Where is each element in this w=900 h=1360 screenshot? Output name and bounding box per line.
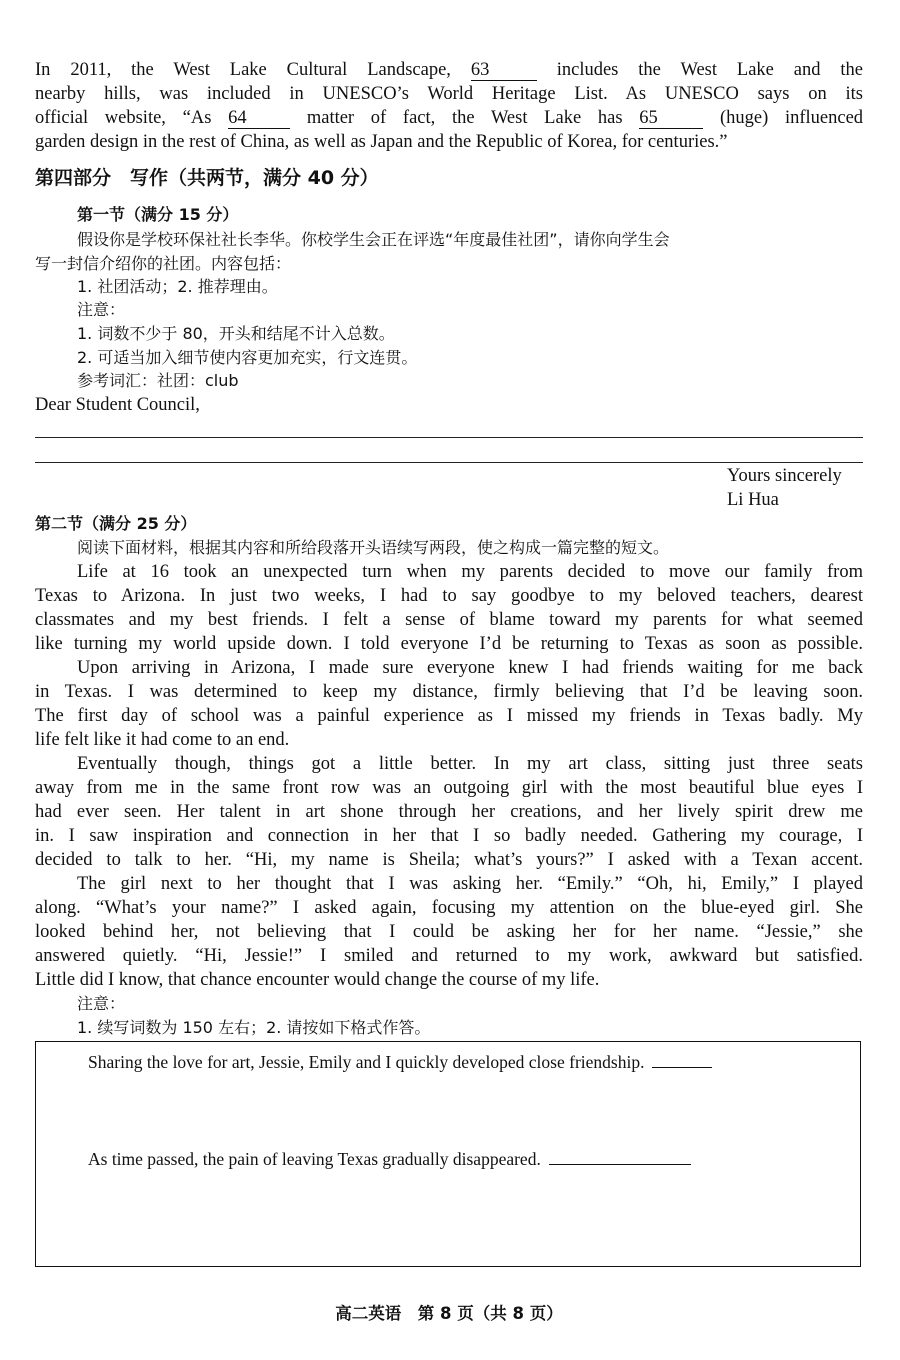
section1-line: 写一封信介绍你的社团。内容包括：: [35, 254, 292, 273]
story-line: had ever seen. Her talent in art shone through her creations, and her lively spirit drew me: [35, 802, 863, 822]
story-line: Little did I know, that chance encounter would change the course of my life.: [35, 970, 600, 990]
section2-heading: 第二节（满分 25 分）: [35, 514, 197, 533]
notes-title: 注意：: [77, 994, 126, 1013]
story-line: Upon arriving in Arizona, I made sure everyone knew I had friends waiting for me back: [77, 658, 863, 678]
notes-text: 1. 续写词数为 150 左右；2. 请按如下格式作答。: [77, 1018, 431, 1037]
passage-line-2: nearby hills, was included in UNESCO’s World Heritage List. As UNESCO says on its: [35, 84, 863, 104]
story-line: Eventually though, things got a little better. In my art class, sitting just three seats: [77, 754, 863, 774]
story-line: The first day of school was a painful experience as I missed my friends in Texas badly. My: [35, 706, 863, 726]
story-line: Life at 16 took an unexpected turn when my parents decided to move our family from: [77, 562, 863, 582]
story-line: away from me in the same front row was an outgoing girl with the most beautiful blue eyes I: [35, 778, 863, 798]
section1-line: 参考词汇：社团：club: [77, 371, 239, 390]
paragraph1-opening: Sharing the love for art, Jessie, Emily and I quickly developed close friendship.: [88, 1050, 712, 1074]
story-line: in. I saw inspiration and connection in her that I so badly needed. Gathering my courage, I: [35, 826, 863, 846]
page-footer: 高二英语 第 8 页（共 8 页）: [335, 1304, 563, 1323]
story-line: answered quietly. “Hi, Jessie!” I smiled and returned to my work, awkward but satisfied.: [35, 946, 863, 966]
section2-instruction: 阅读下面材料，根据其内容和所给段落开头语续写两段，使之构成一篇完整的短文。: [77, 538, 670, 557]
passage-line-3: official website, “As 64 matter of fact, the West Lake has 65 (huge) influenced: [35, 108, 864, 128]
letter-signature: Li Hua: [727, 490, 779, 510]
story-line: decided to talk to her. “Hi, my name is Sheila; what’s yours?” I asked with a Texan accent.: [35, 850, 863, 870]
passage-line-4: garden design in the rest of China, as well as Japan and the Republic of Korea, for centuries.”: [35, 132, 728, 152]
section1-heading: 第一节（满分 15 分）: [77, 205, 239, 224]
blank-65: 65: [639, 108, 703, 129]
story-line: in Texas. I was determined to keep my distance, firmly believing that I’d be leaving soon.: [35, 682, 863, 702]
section1-line: 假设你是学校环保社社长李华。你校学生会正在评选“年度最佳社团”，请你向学生会: [77, 230, 670, 249]
letter-salutation: Dear Student Council,: [35, 395, 200, 415]
story-line: along. “What’s your name?” I asked again, focusing my attention on the blue-eyed girl. She: [35, 898, 863, 918]
writing-line: [35, 437, 863, 438]
letter-closing: Yours sincerely: [727, 466, 842, 486]
exam-page: [35, 0, 863, 1360]
story-line: The girl next to her thought that I was asking her. “Emily.” “Oh, hi, Emily,” I played: [77, 874, 863, 894]
story-line: like turning my world upside down. I told everyone I’d be returning to Texas as soon as possible.: [35, 634, 863, 654]
story-line: life felt like it had come to an end.: [35, 730, 290, 750]
story-line: looked behind her, not believing that I could be asking her for her name. “Jessie,” she: [35, 922, 863, 942]
passage-line-1: In 2011, the West Lake Cultural Landscape, 63 includes the West Lake and the: [35, 60, 863, 80]
writing-line: [35, 462, 863, 463]
continuation-blank[interactable]: [652, 1050, 712, 1068]
continuation-blank[interactable]: [549, 1147, 691, 1165]
story-line: Texas to Arizona. In just two weeks, I had to say goodbye to my beloved teachers, dearest: [35, 586, 863, 606]
paragraph2-opening: As time passed, the pain of leaving Texas gradually disappeared.: [88, 1147, 691, 1171]
blank-64: 64: [228, 108, 290, 129]
story-line: classmates and my best friends. I felt a sense of blame toward my parents for what seemed: [35, 610, 863, 630]
section1-line: 注意：: [77, 300, 126, 319]
answer-box[interactable]: [35, 1041, 861, 1267]
section1-line: 2. 可适当加入细节使内容更加充实，行文连贯。: [77, 348, 418, 367]
blank-63: 63: [471, 60, 537, 81]
section1-line: 1. 词数不少于 80，开头和结尾不计入总数。: [77, 324, 395, 343]
part4-heading: 第四部分 写作（共两节，满分 40 分）: [35, 167, 379, 189]
section1-line: 1. 社团活动；2. 推荐理由。: [77, 277, 278, 296]
